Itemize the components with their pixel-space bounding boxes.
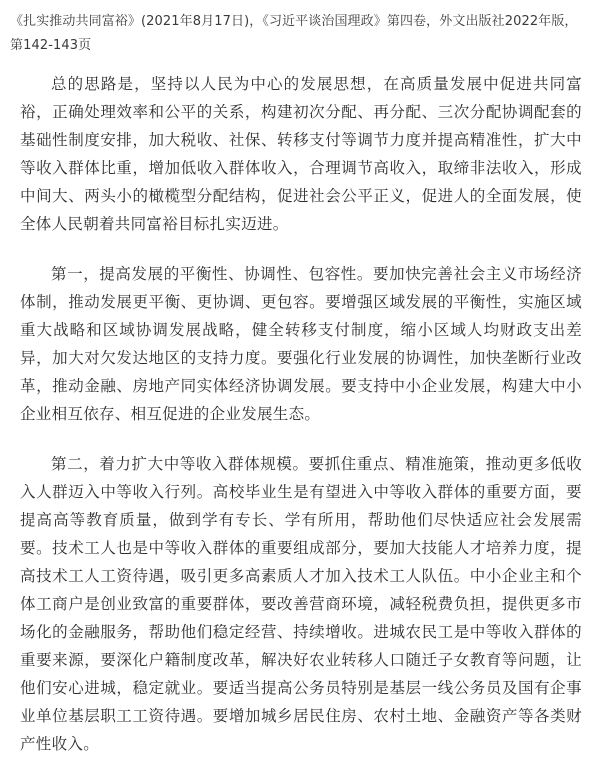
source-citation: 《扎实推动共同富裕》(2021年8月17日)，《习近平谈治国理政》第四卷，外文出版社2022年版，第142-143页 (10, 14, 578, 53)
paragraph-second-point: 第二，着力扩大中等收入群体规模。要抓住重点、精准施策，推动更多低收入人群迈入中等收入行列。高校毕业生是有望进入中等收入群体的重要方面，要提高高等教育质量，做到学有专长、学有所用，帮助他们尽快适应社会发展需要。技术工人也是中等收入群体的重要组成部分，要加大技能人才培养力度，提高技术工人工资待遇，吸引更多高素质人才加入技术工人队伍。中小企业主和个体工商户是创业致富的重要群体，要改善营商环境，减轻税费负担，提供更多市场化的金融服务，帮助他们稳定经营、持续增收。进城农民工是中等收入群体的重要来源，要深化户籍制度改革，解决好农业转移人口随迁子女教育等问题，让他们安心进城，稳定就业。要适当提高公务员特别是基层一线公务员及国有企事业单位基层职工工资待遇。要增加城乡居民住房、农村土地、金融资产等各类财产性收入。 (20, 455, 582, 753)
paragraph-general-approach: 总的思路是，坚持以人民为中心的发展思想，在高质量发展中促进共同富裕，正确处理效率和公平的关系，构建初次分配、再分配、三次分配协调配套的基础性制度安排，加大税收、社保、转移支付等调节力度并提高精准性，扩大中等收入群体比重，增加低收入群体收入，合理调节高收入，取缔非法收入，形成中间大、两头小的橄榄型分配结构，促进社会公平正义，促进人的全面发展，使全体人民朝着共同富裕目标扎实迈进。 (20, 75, 582, 233)
paragraph-first-point: 第一，提高发展的平衡性、协调性、包容性。要加快完善社会主义市场经济体制，推动发展更平衡、更协调、更包容。要增强区域发展的平衡性，实施区域重大战略和区域协调发展战略，健全转移支付制度，缩小区域人均财政支出差异，加大对欠发达地区的支持力度。要强化行业发展的协调性，加快垄断行业改革，推动金融、房地产同实体经济协调发展。要支持中小企业发展，构建大中小企业相互依存、相互促进的企业发展生态。 (20, 265, 582, 423)
